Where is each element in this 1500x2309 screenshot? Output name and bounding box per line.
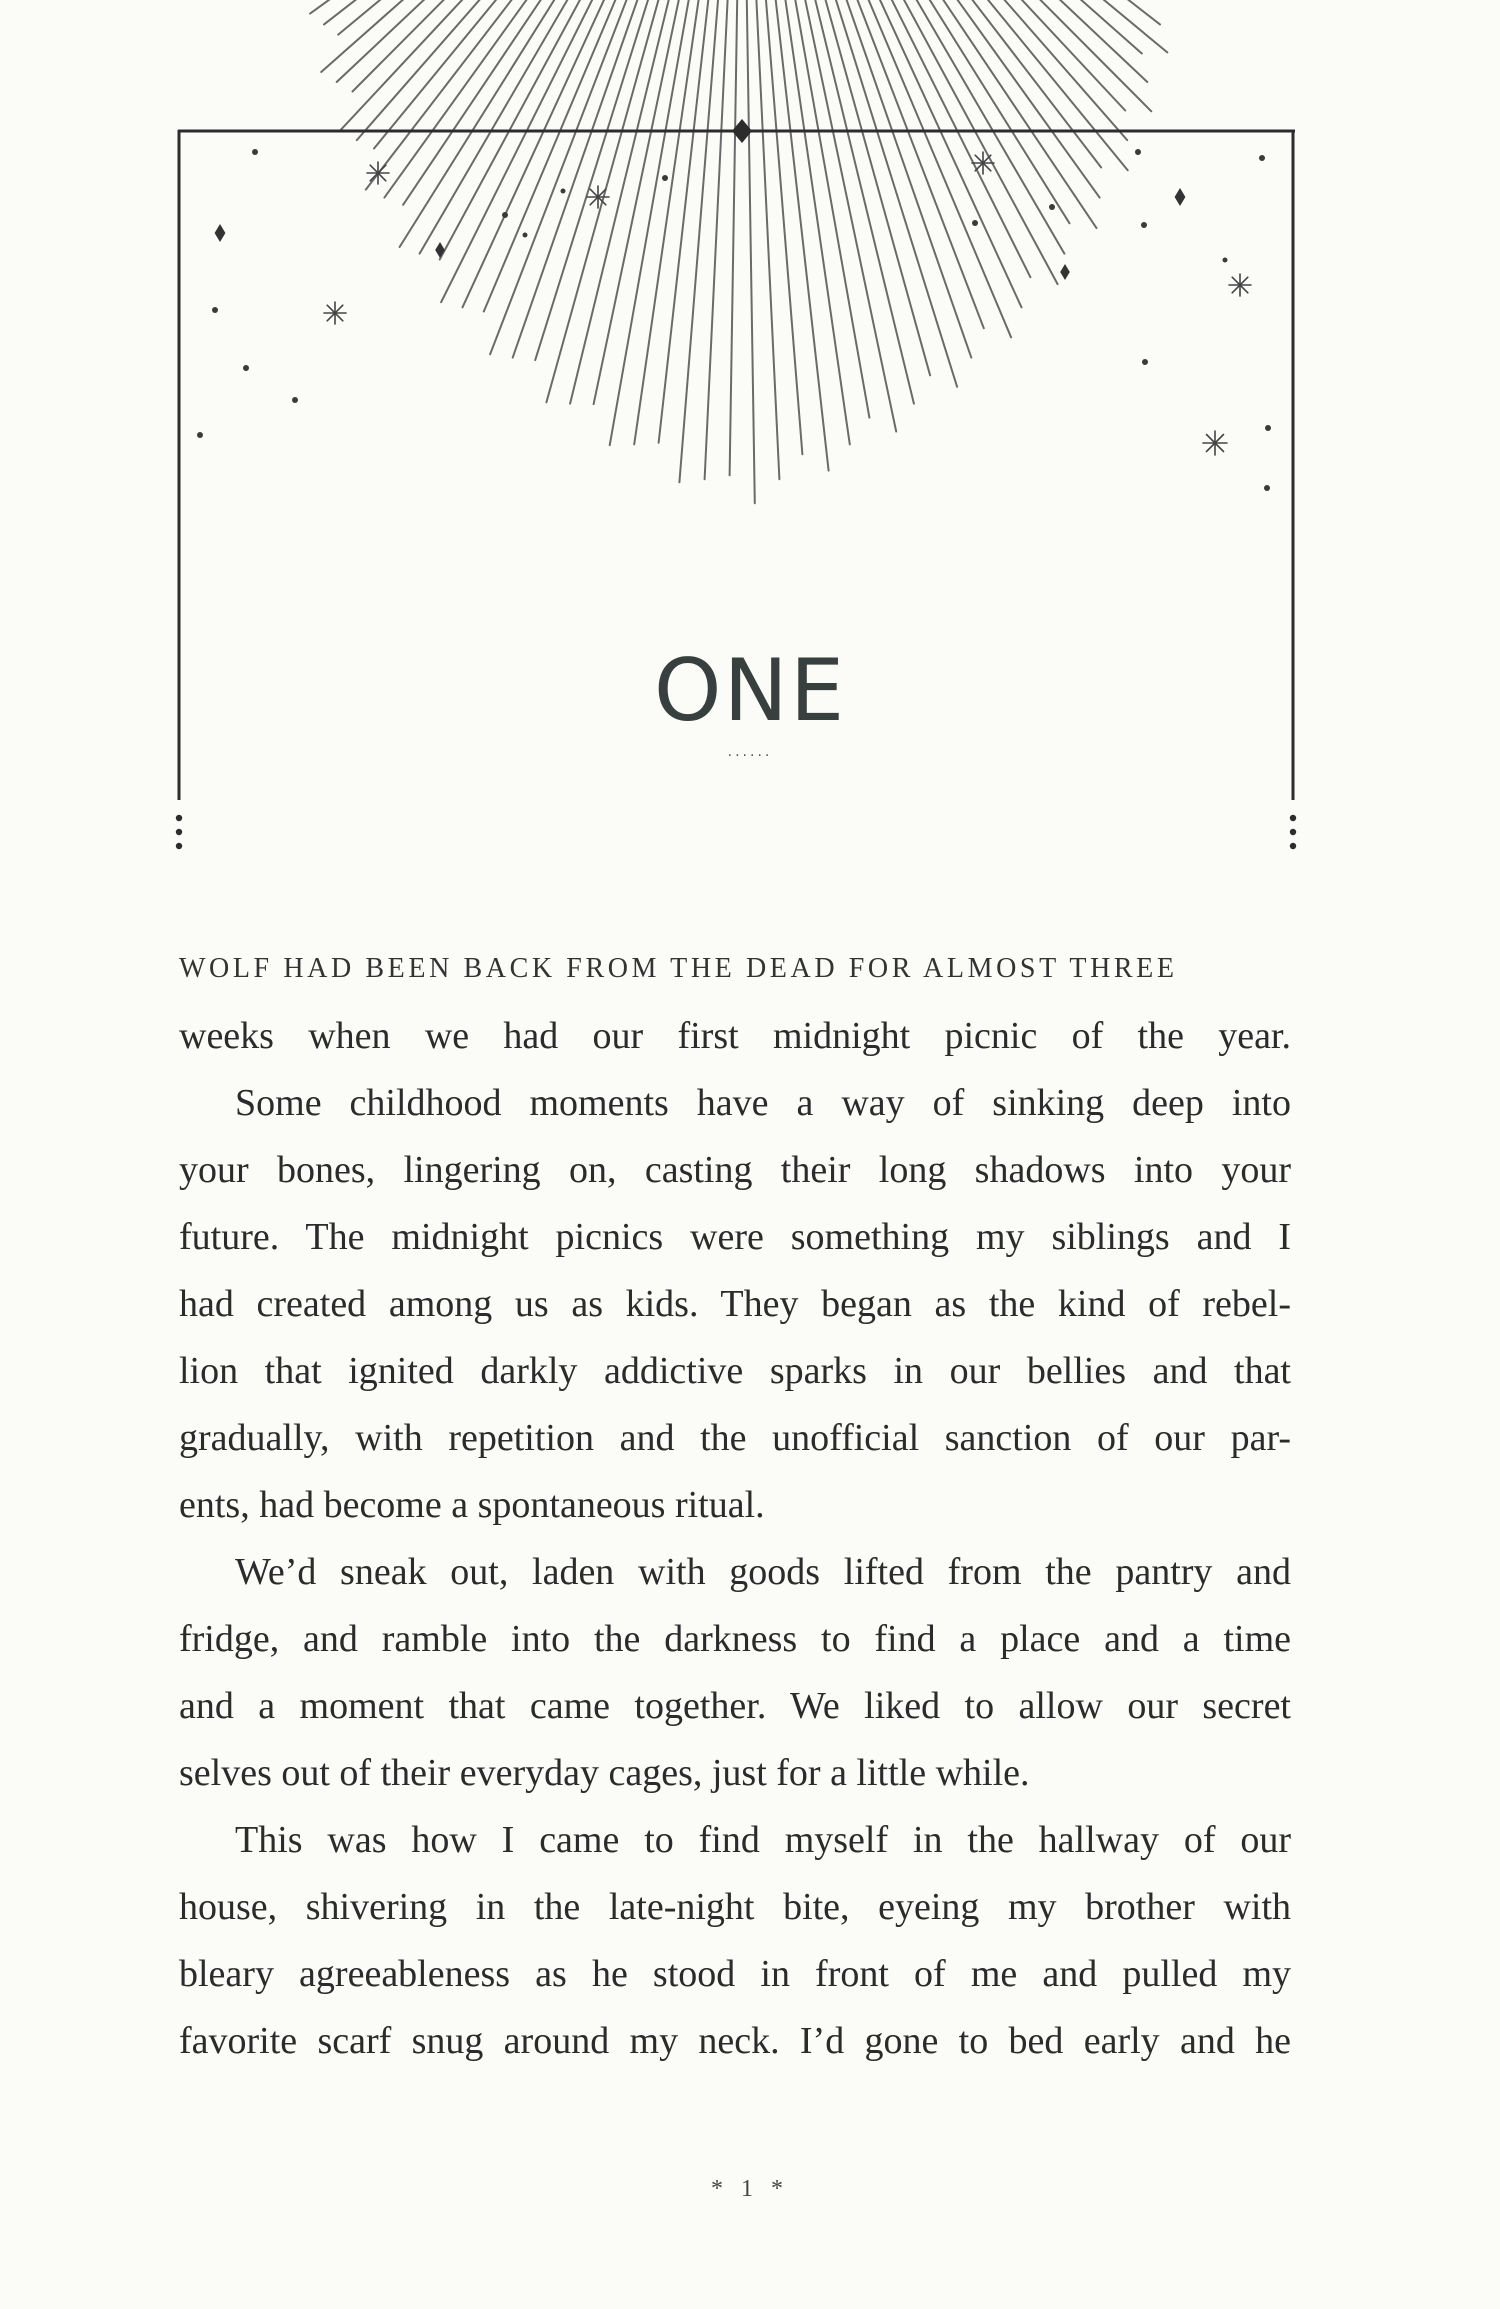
chapter-title: ONE xyxy=(653,641,847,741)
body-text-line: fridge, and ramble into the darkness to find a place and a time xyxy=(179,1618,1291,1660)
page-number: * 1 * xyxy=(711,2176,789,2202)
body-text-line: house, shivering in the late-night bite, eyeing my brother with xyxy=(179,1886,1291,1928)
body-text-line: selves out of their everyday cages, just for a little while. xyxy=(179,1752,1030,1794)
body-text-line: your bones, lingering on, casting their long shadows into your xyxy=(179,1149,1291,1191)
body-text-line: Some childhood moments have a way of sinking deep into xyxy=(235,1082,1291,1124)
body-text-line: ents, had become a spontaneous ritual. xyxy=(179,1484,765,1526)
body-text-line: future. The midnight picnics were something my siblings and I xyxy=(179,1216,1291,1258)
body-text-line: This was how I came to find myself in the hallway of our xyxy=(235,1819,1291,1861)
body-text-line: We’d sneak out, laden with goods lifted from the pantry and xyxy=(235,1551,1291,1593)
opening-small-caps-line: WOLF HAD BEEN BACK FROM THE DEAD FOR ALMOST THREE xyxy=(179,953,1178,984)
body-text-line: weeks when we had our first midnight picnic of the year. xyxy=(179,1015,1291,1057)
sunburst-frame-ornament xyxy=(0,0,1500,900)
body-text-line: gradually, with repetition and the unofficial sanction of our par- xyxy=(179,1417,1291,1459)
body-text-line: lion that ignited darkly addictive sparks in our bellies and that xyxy=(179,1350,1291,1392)
body-text-line: favorite scarf snug around my neck. I’d gone to bed early and he xyxy=(179,2020,1291,2062)
body-text-line: had created among us as kids. They began as the kind of rebel- xyxy=(179,1283,1291,1325)
chapter-title-dots: ...... xyxy=(727,744,773,760)
body-text-line: bleary agreeableness as he stood in front of me and pulled my xyxy=(179,1953,1291,1995)
body-text-line: and a moment that came together. We liked to allow our secret xyxy=(179,1685,1291,1727)
